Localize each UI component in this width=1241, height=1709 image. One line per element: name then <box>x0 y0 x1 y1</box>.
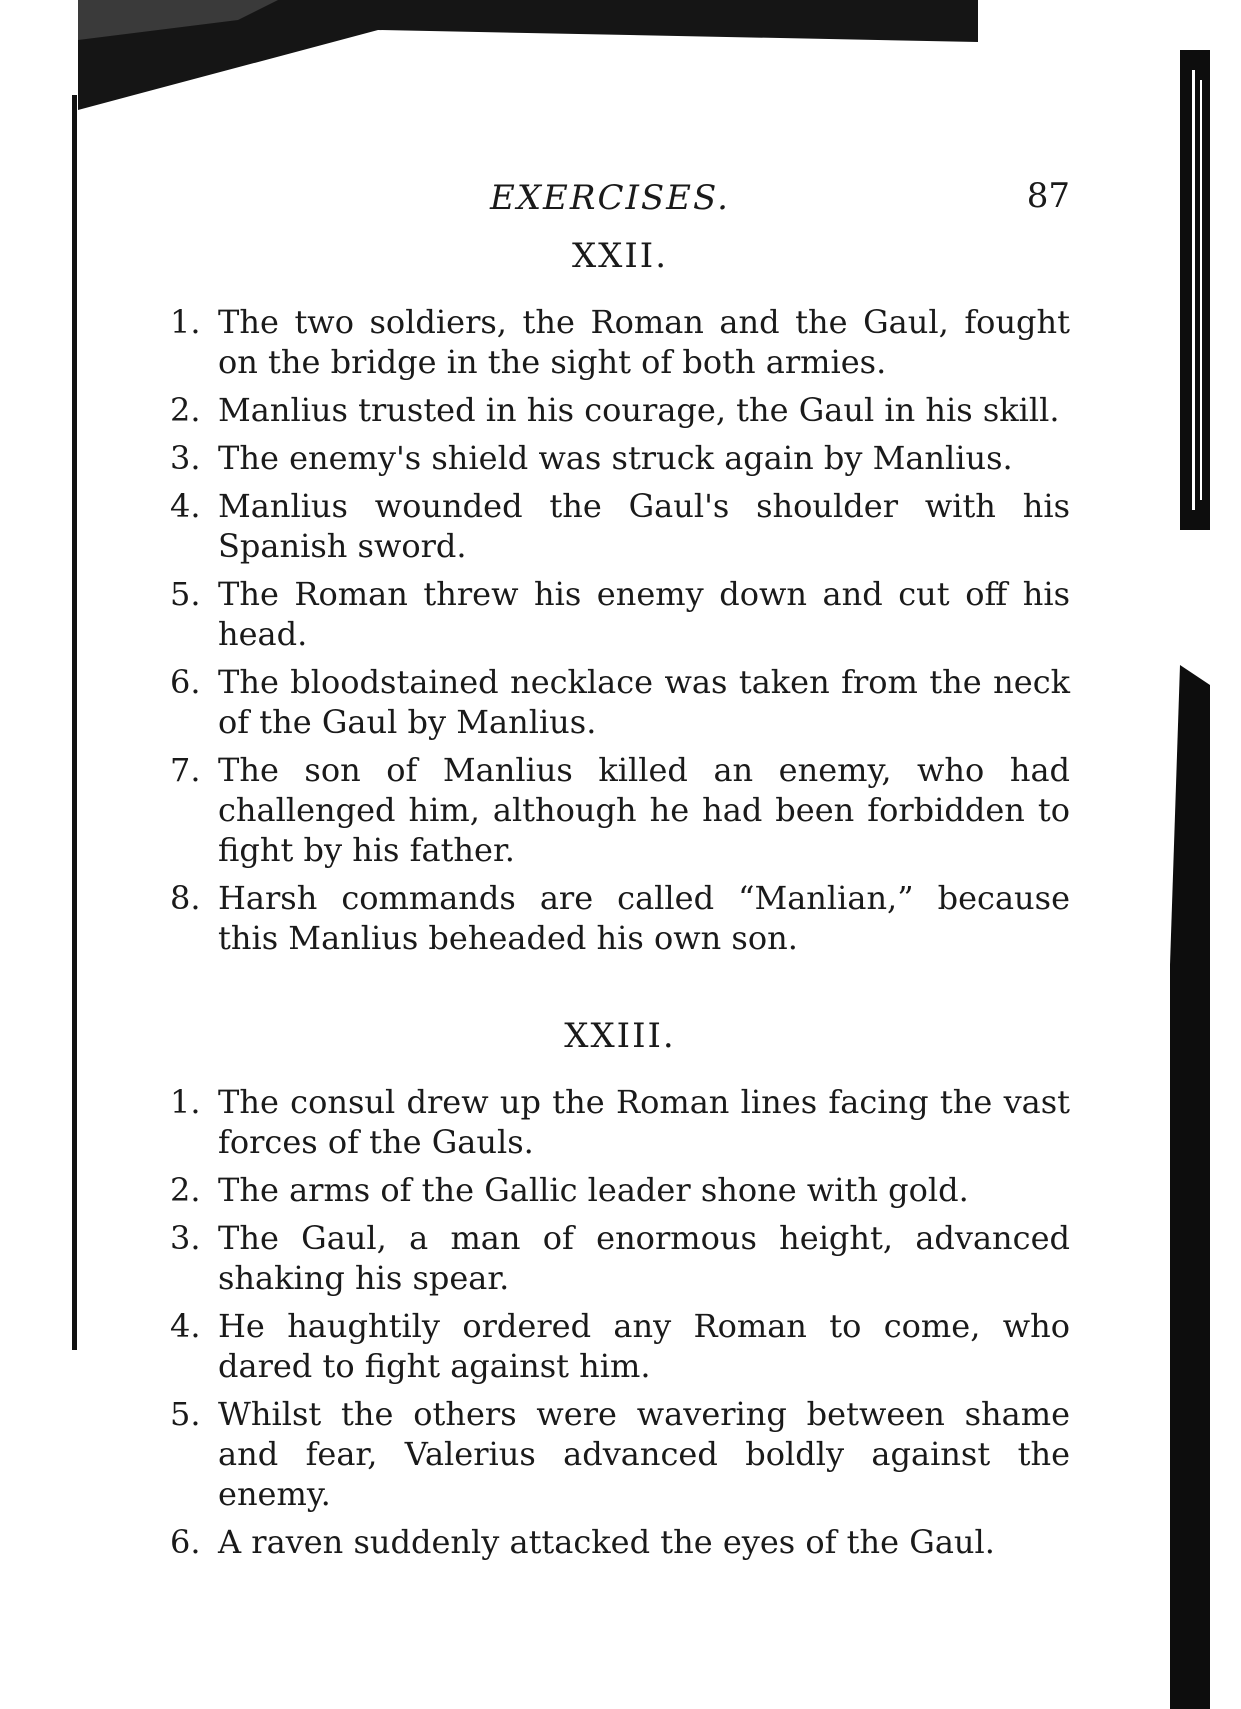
item-text: The two soldiers, the Roman and the Gaul, fought on the bridge in the sight of both armies. <box>218 303 1070 381</box>
scan-edge-left <box>72 95 77 1350</box>
item-number: 1. <box>170 303 201 341</box>
scan-edge-right-top <box>1180 50 1210 530</box>
item-number: 8. <box>170 879 201 917</box>
exercise-item <box>170 1394 1070 1514</box>
item-text: The son of Manlius killed an enemy, who had challenged him, although he had been forbidden to fight by his father. <box>218 751 1070 869</box>
exercise-item <box>170 1218 1070 1298</box>
item-text: The consul drew up the Roman lines facing the vast forces of the Gauls. <box>218 1083 1070 1161</box>
exercise-item <box>170 1170 1070 1210</box>
exercise-item <box>170 1306 1070 1386</box>
item-text: The bloodstained necklace was taken from the neck of the Gaul by Manlius. <box>218 663 1070 741</box>
running-head <box>170 170 1070 220</box>
item-text: Manlius trusted in his courage, the Gaul in his skill. <box>218 391 1060 429</box>
item-number: 7. <box>170 751 201 789</box>
item-text: The Gaul, a man of enormous height, advanced shaking his spear. <box>218 1219 1070 1297</box>
exercise-item <box>170 750 1070 870</box>
item-number: 3. <box>170 1219 201 1257</box>
item-text: The arms of the Gallic leader shone with gold. <box>218 1171 969 1209</box>
exercise-item <box>170 878 1070 958</box>
exercise-item <box>170 574 1070 654</box>
book-page <box>170 170 1070 1570</box>
item-number: 2. <box>170 1171 201 1209</box>
item-text: The enemy's shield was struck again by Manlius. <box>218 439 1013 477</box>
item-text: Harsh commands are called “Manlian,” because this Manlius beheaded his own son. <box>218 879 1070 957</box>
exercise-item <box>170 1522 1070 1562</box>
item-number: 6. <box>170 1523 201 1561</box>
item-number: 5. <box>170 575 201 613</box>
item-number: 1. <box>170 1083 201 1121</box>
page-number: 87 <box>1026 176 1070 216</box>
item-text: Manlius wounded the Gaul's shoulder with his Spanish sword. <box>218 487 1070 565</box>
section-heading-xxii: XXII. <box>571 236 669 276</box>
exercise-item <box>170 486 1070 566</box>
item-text: He haughtily ordered any Roman to come, who dared to fight against him. <box>218 1307 1070 1385</box>
item-text: The Roman threw his enemy down and cut off his head. <box>218 575 1070 653</box>
exercise-item <box>170 390 1070 430</box>
exercise-item <box>170 302 1070 382</box>
item-number: 5. <box>170 1395 201 1433</box>
item-text: A raven suddenly attacked the eyes of the Gaul. <box>218 1523 995 1561</box>
exercise-item <box>170 662 1070 742</box>
item-text: Whilst the others were wavering between shame and fear, Valerius advanced boldly against the enemy. <box>218 1395 1070 1513</box>
item-number: 4. <box>170 487 201 525</box>
item-number: 4. <box>170 1307 201 1345</box>
exercise-list-xxii <box>170 302 1070 958</box>
item-number: 3. <box>170 439 201 477</box>
exercise-list-xxiii <box>170 1082 1070 1562</box>
exercise-item <box>170 1082 1070 1162</box>
exercise-item <box>170 438 1070 478</box>
running-title: EXERCISES. <box>490 178 730 218</box>
item-number: 6. <box>170 663 201 701</box>
item-number: 2. <box>170 391 201 429</box>
scan-shadow-top <box>78 0 978 110</box>
section-heading-xxiii: XXIII. <box>564 1016 676 1056</box>
scan-edge-right-bottom <box>1170 665 1210 1709</box>
